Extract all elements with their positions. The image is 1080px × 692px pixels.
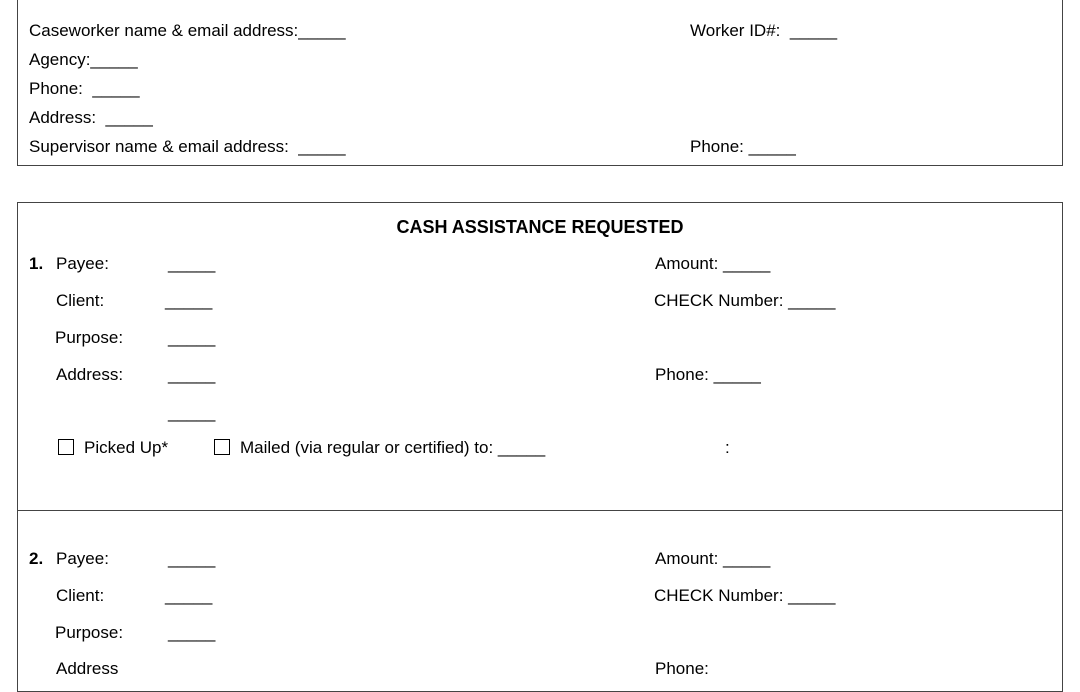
payee-label: Payee: bbox=[56, 254, 109, 273]
purpose-field[interactable]: _____ bbox=[168, 328, 216, 347]
purpose-field[interactable]: _____ bbox=[168, 623, 216, 642]
check-number-field[interactable]: CHECK Number: _____ bbox=[654, 291, 836, 310]
client-label: Client: bbox=[56, 586, 105, 605]
picked-up-checkbox[interactable] bbox=[58, 439, 74, 455]
phone-field[interactable]: Phone: _____ bbox=[29, 79, 140, 98]
supervisor-field[interactable]: Supervisor name & email address: _____ bbox=[29, 137, 346, 156]
entry-number: 1. bbox=[29, 254, 44, 273]
phone-field[interactable]: Phone: bbox=[655, 659, 709, 678]
purpose-label: Purpose: bbox=[55, 623, 124, 642]
address-field[interactable]: _____ bbox=[168, 365, 216, 384]
entry-number: 2. bbox=[29, 549, 44, 568]
amount-field[interactable]: Amount: _____ bbox=[655, 254, 771, 273]
purpose-label: Purpose: bbox=[55, 328, 124, 347]
colon-mark: : bbox=[725, 438, 730, 457]
mailed-checkbox[interactable] bbox=[214, 439, 230, 455]
supervisor-phone-field[interactable]: Phone: _____ bbox=[690, 137, 796, 156]
address-field[interactable]: Address: _____ bbox=[29, 108, 153, 127]
address-label: Address bbox=[56, 659, 119, 678]
check-number-field[interactable]: CHECK Number: _____ bbox=[654, 586, 836, 605]
client-field[interactable]: _____ bbox=[165, 291, 213, 310]
phone-field[interactable]: Phone: _____ bbox=[655, 365, 761, 384]
payee-field[interactable]: _____ bbox=[168, 254, 216, 273]
worker-id-field[interactable]: Worker ID#: _____ bbox=[690, 21, 838, 40]
entry-divider bbox=[17, 510, 1063, 511]
agency-field[interactable]: Agency:_____ bbox=[29, 50, 138, 69]
mailed-field[interactable]: Mailed (via regular or certified) to: _____ bbox=[240, 438, 546, 457]
section-title: CASH ASSISTANCE REQUESTED bbox=[396, 217, 684, 237]
address-label: Address: bbox=[56, 365, 124, 384]
payee-label: Payee: bbox=[56, 549, 109, 568]
client-field[interactable]: _____ bbox=[165, 586, 213, 605]
client-label: Client: bbox=[56, 291, 105, 310]
amount-field[interactable]: Amount: _____ bbox=[655, 549, 771, 568]
address-field-line2[interactable]: _____ bbox=[168, 403, 216, 422]
picked-up-label: Picked Up* bbox=[84, 438, 169, 457]
caseworker-field[interactable]: Caseworker name & email address:_____ bbox=[29, 21, 346, 40]
payee-field[interactable]: _____ bbox=[168, 549, 216, 568]
